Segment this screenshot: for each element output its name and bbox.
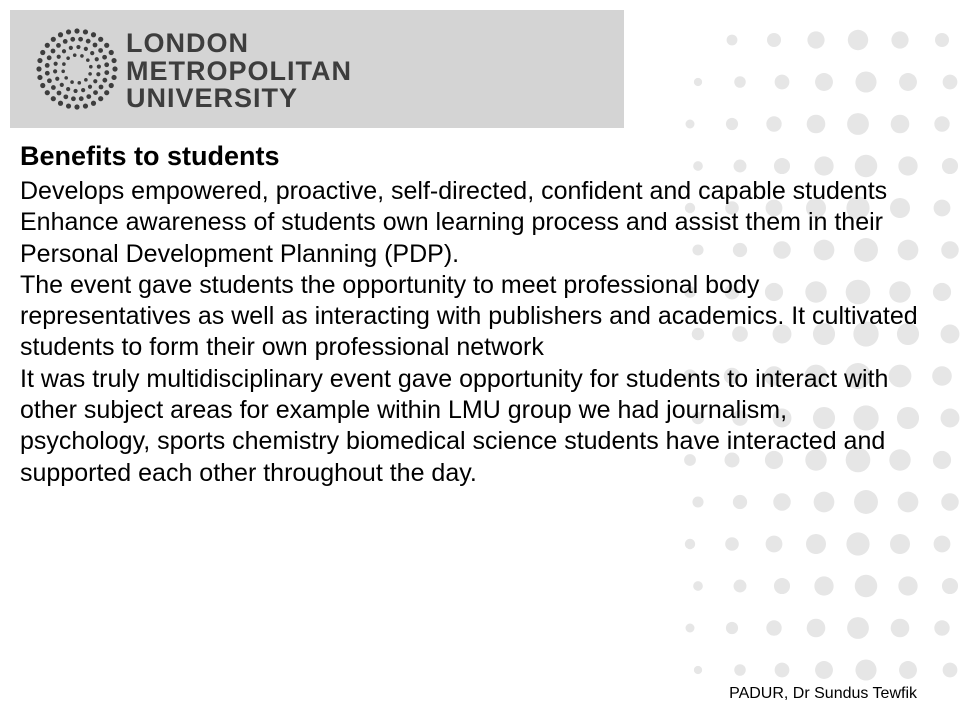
logo-dot [45, 63, 50, 68]
benefit-paragraph: The event gave students the opportunity to meet professional body representatives as well as interacting with publishers and academics. It cultivated students to form their own professional network [20, 270, 918, 362]
logo-dot [84, 47, 88, 51]
decorative-dot [727, 35, 738, 46]
logo-dot [66, 103, 71, 108]
logo-dot [62, 62, 66, 66]
decorative-dot [734, 580, 747, 593]
logo-dot [76, 45, 80, 49]
decorative-dot [694, 666, 702, 674]
logo-dot [81, 88, 85, 92]
logo-dot [111, 58, 116, 63]
decorative-dot [806, 534, 826, 554]
logo-dot [98, 96, 103, 101]
logo-dot [97, 65, 101, 69]
decorative-dot [898, 492, 919, 513]
decorative-dot [891, 619, 910, 638]
decorative-dot [890, 534, 910, 554]
decorative-dot [855, 71, 876, 92]
logo-dot [93, 79, 97, 83]
decorative-dot [941, 241, 959, 259]
decorative-dot [767, 33, 781, 47]
decorative-dot [941, 409, 960, 428]
logo-dot [57, 91, 62, 96]
logo-dot [40, 50, 45, 55]
logo-dot [111, 75, 116, 80]
logo-dot [96, 72, 100, 76]
logo-dot [86, 58, 90, 62]
logo-dot [73, 53, 77, 57]
benefit-paragraph: It was truly multidisciplinary event gave opportunity for students to interact with other subject areas for example within LMU group we had journalism, psychology, sports chemistry biomedical science students have interacted and supported each other throughout the day. [20, 364, 889, 487]
logo-dot [53, 69, 57, 73]
logo-dot [79, 96, 84, 101]
decorative-dot [934, 116, 949, 131]
logo-dot [51, 37, 56, 42]
decorative-dot [941, 493, 959, 511]
logo-dot [70, 80, 74, 84]
logo-line-london: LONDON [126, 28, 249, 58]
footer-credit: PADUR, Dr Sundus Tewfik [729, 685, 917, 702]
decorative-dot [855, 575, 878, 598]
decorative-dot [847, 617, 869, 639]
decorative-dot [814, 576, 833, 595]
logo-dot [37, 75, 42, 80]
logo-dot [62, 49, 66, 53]
logo-dot [109, 50, 114, 55]
decorative-dot [815, 661, 833, 679]
decorative-dot [847, 113, 869, 135]
logo-dot [112, 66, 117, 71]
slide-title: Benefits to students [20, 141, 280, 171]
logo-dot [88, 72, 92, 76]
logo-dot [36, 66, 41, 71]
decorative-dot [943, 75, 958, 90]
logo-dot [80, 54, 84, 58]
logo-dot [51, 96, 56, 101]
logo-dot [66, 29, 71, 34]
decorative-dot [733, 495, 747, 509]
decorative-dot [766, 536, 783, 553]
logo-dot [47, 78, 52, 83]
logo-dot [88, 85, 92, 89]
logo-dot [60, 83, 64, 87]
logo-dot [58, 32, 63, 37]
decorative-dot [899, 73, 917, 91]
decorative-dot [898, 576, 917, 595]
decorative-dot [807, 31, 824, 48]
logo-dot [40, 83, 45, 88]
slide-content [20, 138, 920, 489]
decorative-dot [846, 532, 869, 555]
decorative-dot [899, 661, 917, 679]
logo-dot [74, 104, 79, 109]
benefit-paragraph: Develops empowered, proactive, self-directed, confident and capable students [20, 177, 888, 205]
decorative-dot [942, 158, 958, 174]
logo-dot [69, 46, 73, 50]
logo-dot [45, 43, 50, 48]
decorative-dot [775, 75, 790, 90]
decorative-dot [855, 659, 876, 680]
logo-dot [63, 94, 68, 99]
logo-dot [98, 37, 103, 42]
logo-dot [58, 101, 63, 106]
decorative-dot [854, 490, 878, 514]
decorative-dot [692, 496, 703, 507]
logo-dot [73, 89, 77, 93]
logo-dot [61, 69, 65, 73]
logo-dot [74, 28, 79, 33]
decorative-dot [774, 578, 790, 594]
logo-band [10, 10, 624, 128]
decorative-dot [685, 539, 695, 549]
logo-dot [102, 78, 107, 83]
decorative-dot [943, 663, 958, 678]
logo-dot [93, 43, 98, 48]
logo-dot [77, 81, 81, 85]
decorative-dot [933, 283, 951, 301]
decorative-dot [694, 78, 702, 86]
decorative-dot [934, 620, 949, 635]
decorative-dot [932, 366, 952, 386]
logo-dot [98, 48, 103, 53]
logo-dot [56, 43, 61, 48]
decorative-dot [942, 578, 958, 594]
decorative-dot [686, 120, 695, 129]
logo-dot [64, 76, 68, 80]
decorative-dot [814, 492, 835, 513]
logo-dot [70, 37, 75, 42]
logo-dot [57, 55, 61, 59]
decorative-dot [773, 493, 791, 511]
decorative-dot [807, 115, 826, 134]
logo-dot [83, 29, 88, 34]
logo-dot [51, 49, 56, 54]
logo-dot [83, 103, 88, 108]
logo-dot [84, 78, 88, 82]
decorative-dot [766, 116, 781, 131]
decorative-dot [734, 664, 746, 676]
decorative-dot [933, 451, 951, 469]
logo-dot [66, 56, 70, 60]
logo-dot [93, 90, 98, 95]
university-logo-icon [36, 28, 118, 110]
decorative-dot [775, 663, 790, 678]
decorative-dot [891, 31, 908, 48]
logo-dot [104, 90, 109, 95]
logo-dot [91, 32, 96, 37]
decorative-dot [734, 76, 746, 88]
decorative-dot [934, 200, 951, 217]
logo-dot [86, 94, 91, 99]
logo-dot [109, 83, 114, 88]
logo-dot [51, 85, 56, 90]
decorative-dot [686, 624, 695, 633]
logo-dot [54, 62, 58, 66]
decorative-dot [766, 620, 781, 635]
decorative-dot [725, 537, 739, 551]
logo-dot [55, 77, 59, 81]
logo-dot [91, 101, 96, 106]
logo-dot [66, 87, 70, 91]
university-logo-text [126, 30, 352, 113]
benefit-paragraph: Enhance awareness of students own learning process and assist them in their Personal Development Planning (PDP). [20, 208, 883, 268]
decorative-dot [726, 118, 738, 130]
logo-dot [104, 62, 109, 67]
logo-dot [102, 55, 107, 60]
logo-line-metropolitan: METROPOLITAN [126, 55, 352, 86]
logo-dot [89, 65, 93, 69]
logo-dot [45, 90, 50, 95]
logo-dot [99, 85, 104, 90]
logo-dot [104, 43, 109, 48]
decorative-dot [935, 33, 949, 47]
logo-dot [47, 55, 52, 60]
decorative-dot [934, 536, 951, 553]
decorative-dot [726, 622, 738, 634]
logo-dot [86, 39, 91, 44]
logo-dot [71, 96, 76, 101]
logo-dot [78, 37, 83, 42]
decorative-dot [848, 30, 868, 50]
logo-dot [45, 71, 50, 76]
logo-dot [37, 58, 42, 63]
logo-dot [90, 51, 94, 55]
decorative-dot [815, 73, 833, 91]
decorative-dot [891, 115, 910, 134]
decorative-dot [693, 581, 703, 591]
logo-dot [104, 70, 109, 75]
logo-line-university: UNIVERSITY [126, 83, 299, 113]
logo-dot [63, 39, 68, 44]
decorative-dot [941, 325, 960, 344]
logo-dot [95, 57, 99, 61]
decorative-dot [807, 619, 826, 638]
